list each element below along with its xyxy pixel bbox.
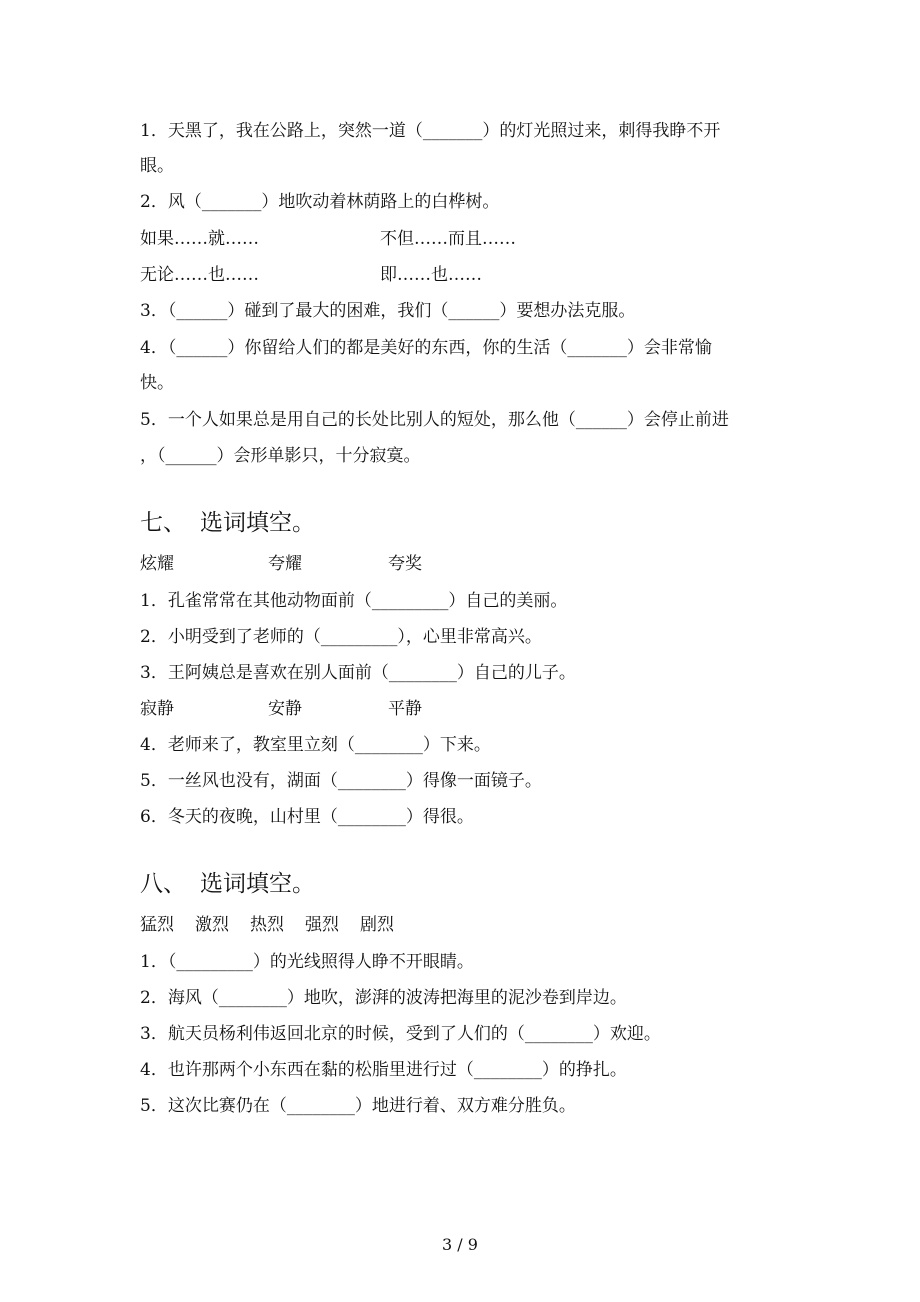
s7-option: 寂静 [140,699,174,719]
s7-option: 安静 [268,699,302,719]
s7-options-a [140,552,422,576]
page-number: 3 / 9 [442,1235,478,1254]
s8-option: 强烈 [305,915,339,935]
s8-q4: 4．也许那两个小东西在黏的松脂里进行过（________）的挣扎。 [140,1060,627,1080]
s7-q4: 4．老师来了，教室里立刻（________）下来。 [140,735,491,755]
s6-q4-line2: 快。 [140,373,174,393]
s6-q4-line1: 4．（______）你留给人们的都是美好的东西，你的生活（_______）会非常愉 [140,338,712,358]
section7-heading [140,508,315,538]
s6-option: 不但……而且…… [380,229,516,249]
s8-option: 激烈 [195,915,229,935]
s7-q3: 3．王阿姨总是喜欢在别人面前（________）自己的儿子。 [140,663,576,683]
s7-q5: 5．一丝风也没有，湖面（________）得像一面镜子。 [140,771,542,791]
s6-option: 即……也…… [380,265,482,285]
s7-q2: 2．小明受到了老师的（_________），心里非常高兴。 [140,627,542,647]
s6-q2: 2．风（_______）地吹动着林荫路上的白桦树。 [140,192,500,212]
section8-title: 选词填空。 [200,871,315,897]
s6-q3: 3．（______）碰到了最大的困难，我们（______）要想办法克服。 [140,301,636,321]
s8-options [140,913,394,937]
section7-title: 选词填空。 [200,510,315,536]
s7-q1: 1．孔雀常常在其他动物面前（_________）自己的美丽。 [140,591,568,611]
s6-q5-line1: 5．一个人如果总是用自己的长处比别人的短处，那么他（______）会停止前进 [140,410,729,430]
s6-options-row1 [140,227,516,251]
s8-option: 热烈 [250,915,284,935]
section8-number: 八、 [140,871,186,897]
s8-option: 剧烈 [360,915,394,935]
s6-options-row2 [140,263,482,287]
s8-q3: 3．航天员杨利伟返回北京的时候，受到了人们的（________）欢迎。 [140,1024,661,1044]
section7-number: 七、 [140,510,186,536]
s7-option: 炫耀 [140,554,174,574]
s7-option: 夸奖 [388,554,422,574]
s7-option: 夸耀 [268,554,302,574]
section8-heading [140,869,315,899]
s6-option: 无论……也…… [140,265,259,285]
s6-option: 如果……就…… [140,229,259,249]
s6-q5-line2: ，（______）会形单影只，十分寂寞。 [140,446,421,466]
s6-q1-line1: 1．天黑了，我在公路上，突然一道（_______）的灯光照过来，刺得我睁不开 [140,121,721,141]
s7-option: 平静 [388,699,422,719]
s8-q1: 1．（_________）的光线照得人睁不开眼睛。 [140,952,474,972]
s7-options-b [140,697,422,721]
s8-q2: 2．海风（________）地吹，澎湃的波涛把海里的泥沙卷到岸边。 [140,988,627,1008]
s8-option: 猛烈 [140,915,174,935]
s8-q5: 5．这次比赛仍在（________）地进行着、双方难分胜负。 [140,1096,576,1116]
s7-q6: 6．冬天的夜晚，山村里（________）得很。 [140,807,474,827]
s6-q1-line2: 眼。 [140,156,174,176]
